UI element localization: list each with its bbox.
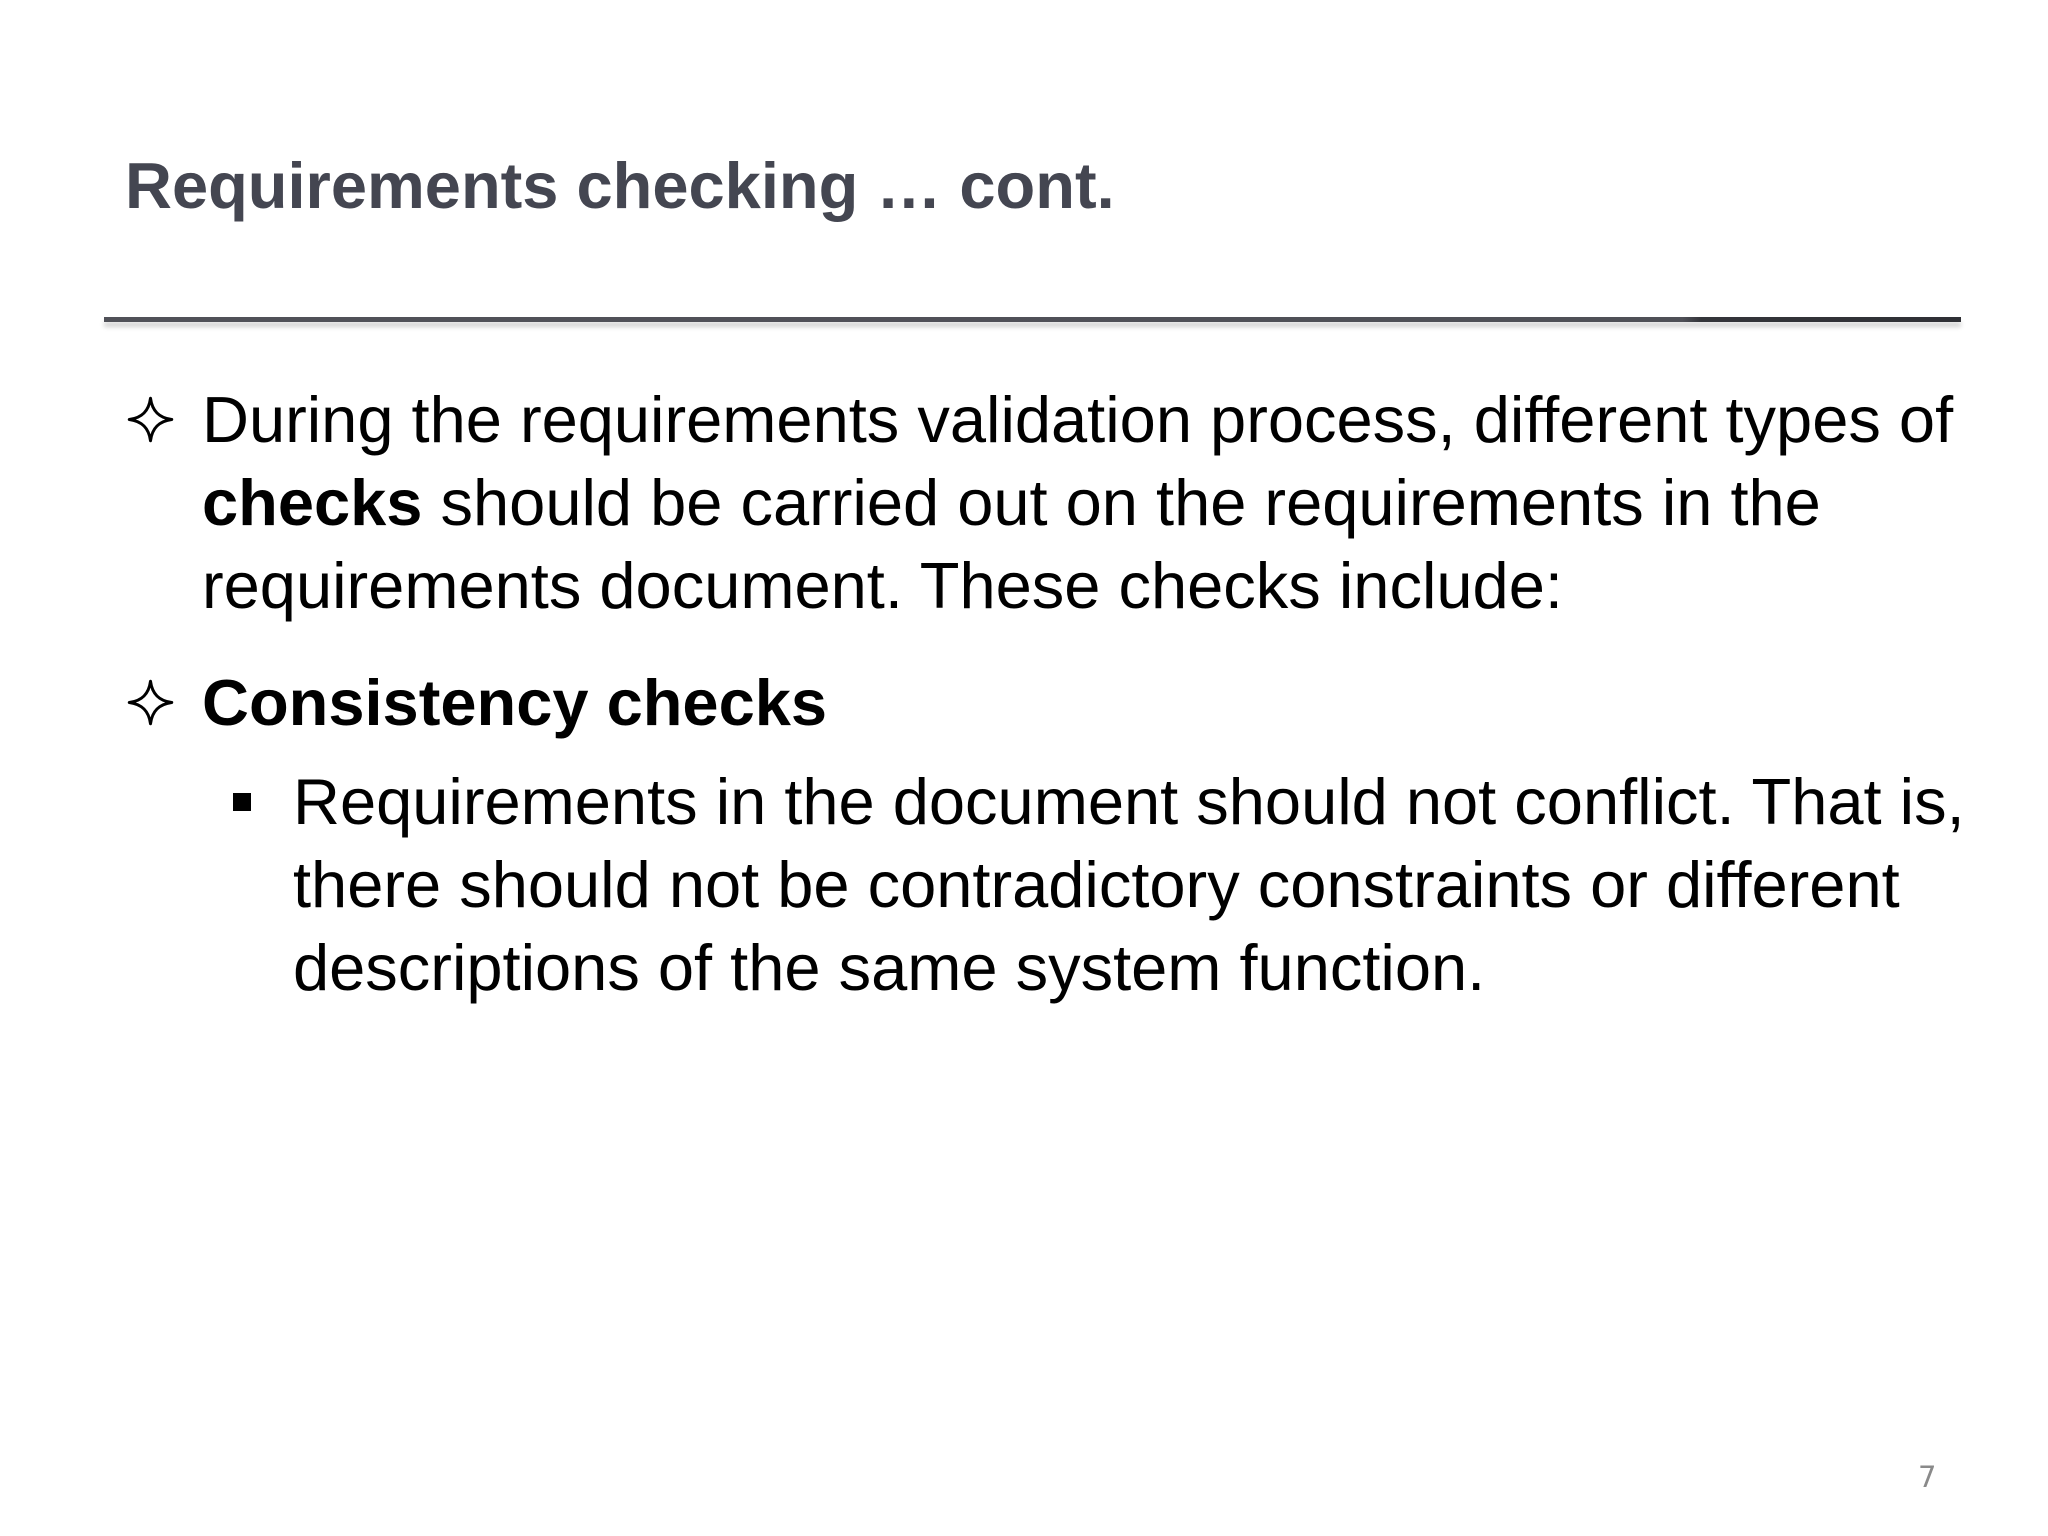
sub-bullet-text: Requirements in the document should not conflict. That is, there should not be contradictory constraints or different descriptions of the same system function. (293, 765, 1965, 1004)
four-pointed-star-outline-icon (125, 661, 185, 744)
title-divider (104, 317, 1961, 322)
slide-title: Requirements checking … cont. (125, 149, 1115, 222)
sub-bullet-item (125, 760, 1965, 1009)
bullet-item (125, 378, 1965, 627)
bullet-heading: Consistency checks (202, 666, 828, 739)
bullet-text-after: should be carried out on the requirements in the requirements document. These checks include: (202, 466, 1821, 622)
square-bullet-icon (233, 793, 251, 811)
slide-body (125, 378, 1965, 1009)
bullet-item (125, 661, 1965, 744)
bullet-text-before: During the requirements validation process, different types of (202, 383, 1954, 456)
four-pointed-star-outline-icon (125, 378, 185, 461)
bullet-text-strong: checks (202, 466, 423, 539)
page-number: 7 (1918, 1460, 1937, 1494)
